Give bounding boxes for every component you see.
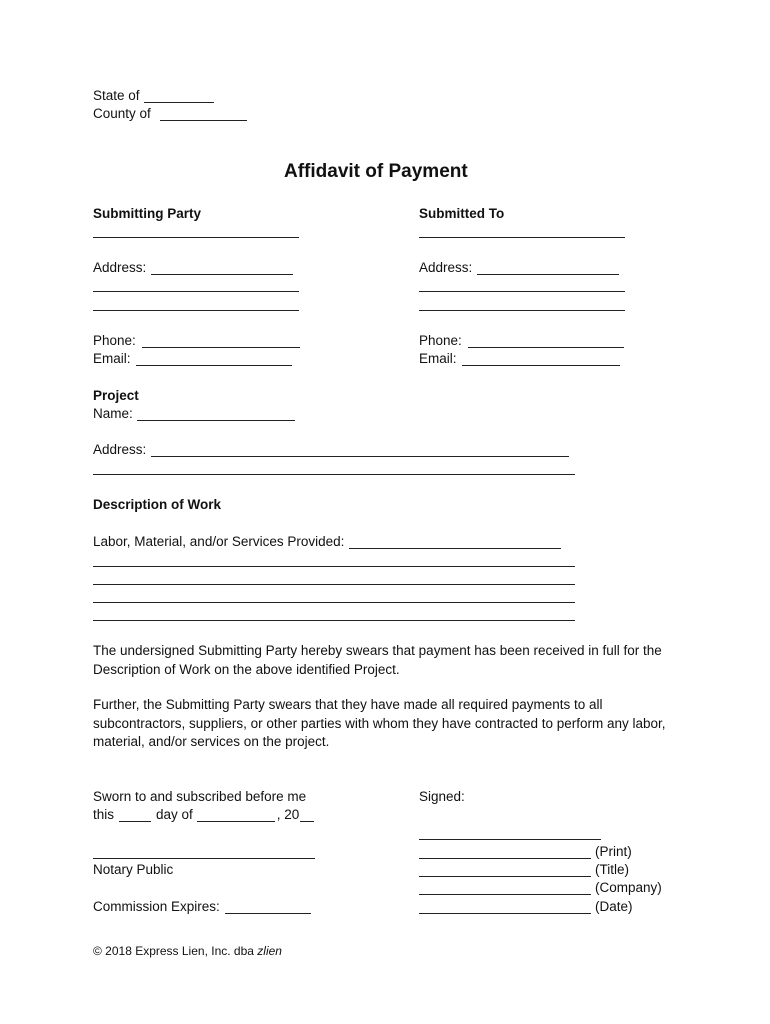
date-field	[419, 898, 633, 916]
submitting-email-field	[93, 350, 294, 368]
company-field	[419, 879, 662, 897]
year-prefix: , 20	[276, 807, 300, 822]
description-heading: Description of Work	[93, 497, 222, 512]
title-label: (Title)	[595, 862, 629, 877]
labor-line-2[interactable]	[93, 566, 575, 567]
submitting-party-heading: Submitting Party	[93, 206, 202, 221]
submitting-email-label: Email:	[93, 351, 131, 366]
submitting-address-label: Address:	[93, 260, 147, 275]
notary-public-label: Notary Public	[93, 862, 174, 877]
state-label: State of	[93, 88, 140, 103]
submitting-address-blank[interactable]	[151, 260, 293, 275]
company-blank[interactable]	[419, 880, 591, 895]
statement-paragraph-2: Further, the Submitting Party swears that they have made all required payments to all subcontractors, suppliers, or other parties with whom they have contracted to perform any labor, material, and/or services on the project.	[93, 697, 666, 749]
commission-expires-label: Commission Expires:	[93, 899, 220, 914]
date-of-oath-field	[93, 806, 316, 824]
labor-blank[interactable]	[349, 534, 561, 549]
print-label: (Print)	[595, 844, 632, 859]
submitted-address-label: Address:	[419, 260, 473, 275]
submitted-to-heading: Submitted To	[419, 206, 505, 221]
commission-expires-blank[interactable]	[225, 899, 311, 914]
month-blank[interactable]	[197, 807, 275, 822]
statement-paragraph-1: The undersigned Submitting Party hereby swears that payment has been received in full for the Description of Work on the above identified Project.	[93, 643, 662, 677]
company-label: (Company)	[595, 880, 662, 895]
submitted-address-field	[419, 259, 621, 277]
date-label: (Date)	[595, 899, 633, 914]
submitted-to-name-line[interactable]	[419, 237, 625, 238]
submitted-email-label: Email:	[419, 351, 457, 366]
submitting-phone-field	[93, 332, 302, 350]
project-name-label: Name:	[93, 406, 133, 421]
sworn-line: Sworn to and subscribed before me	[93, 789, 307, 804]
submitting-party-name-line[interactable]	[93, 237, 299, 238]
title-blank[interactable]	[419, 862, 591, 877]
notary-signature-line[interactable]	[93, 858, 315, 859]
project-name-blank[interactable]	[137, 406, 295, 421]
state-field	[93, 87, 216, 105]
print-blank[interactable]	[419, 844, 591, 859]
county-label: County of	[93, 106, 151, 121]
county-field	[93, 105, 249, 123]
submitting-phone-label: Phone:	[93, 333, 136, 348]
labor-field	[93, 533, 563, 551]
submitting-address-line-2[interactable]	[93, 291, 299, 292]
signed-label: Signed:	[419, 789, 465, 804]
submitting-email-blank[interactable]	[136, 351, 292, 366]
state-blank[interactable]	[144, 88, 214, 103]
county-blank[interactable]	[160, 106, 247, 121]
year-blank[interactable]	[300, 807, 314, 822]
labor-line-4[interactable]	[93, 602, 575, 603]
date-blank[interactable]	[419, 899, 591, 914]
project-address-blank[interactable]	[151, 442, 569, 457]
submitting-phone-blank[interactable]	[142, 333, 300, 348]
day-of-label: day of	[156, 807, 193, 822]
title-field	[419, 861, 629, 879]
this-label: this	[93, 807, 115, 822]
submitted-phone-label: Phone:	[419, 333, 462, 348]
project-address-line-2[interactable]	[93, 474, 575, 475]
labor-line-5[interactable]	[93, 620, 575, 621]
submitted-address-line-2[interactable]	[419, 291, 625, 292]
commission-expires-field	[93, 898, 313, 916]
submitted-phone-blank[interactable]	[468, 333, 624, 348]
footer-copyright	[93, 942, 282, 960]
project-address-field	[93, 441, 571, 459]
project-heading: Project	[93, 388, 139, 403]
project-address-label: Address:	[93, 442, 147, 457]
submitting-address-line-3[interactable]	[93, 310, 299, 311]
submitted-email-blank[interactable]	[462, 351, 620, 366]
submitted-email-field	[419, 350, 622, 368]
print-field	[419, 843, 632, 861]
brand-name: zlien	[257, 944, 282, 958]
document-title: Affidavit of Payment	[284, 161, 468, 182]
copyright-text: © 2018 Express Lien, Inc. dba	[93, 944, 254, 958]
project-name-field	[93, 405, 297, 423]
labor-line-3[interactable]	[93, 584, 575, 585]
submitting-address-field	[93, 259, 295, 277]
signature-line[interactable]	[419, 839, 601, 840]
submitted-phone-field	[419, 332, 626, 350]
labor-label: Labor, Material, and/or Services Provided:	[93, 534, 345, 549]
submitted-address-blank[interactable]	[477, 260, 619, 275]
day-blank[interactable]	[119, 807, 151, 822]
submitted-address-line-3[interactable]	[419, 310, 625, 311]
